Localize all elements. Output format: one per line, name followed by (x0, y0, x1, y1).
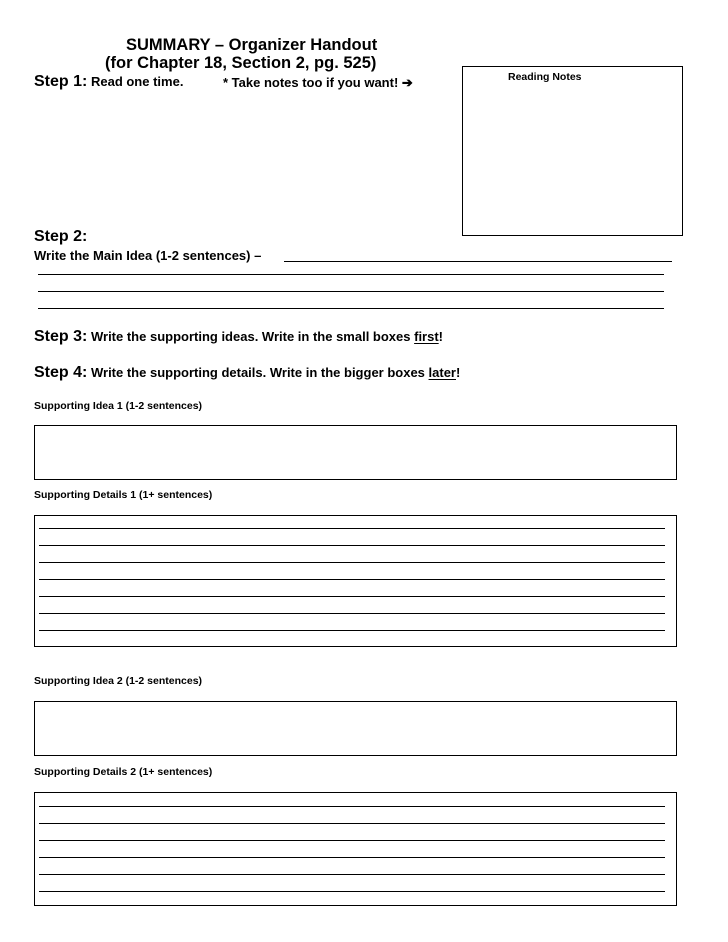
details-2-line[interactable] (39, 874, 665, 875)
step3-end: ! (438, 329, 444, 344)
page-title: SUMMARY – Organizer Handout (126, 36, 378, 54)
supporting-idea-1-box[interactable] (34, 425, 677, 480)
step1-instruction (34, 73, 183, 91)
step1-text: Read one time. (90, 74, 184, 89)
details-1-line[interactable] (39, 528, 665, 529)
step4-emph: later (428, 365, 456, 380)
details-2-line[interactable] (39, 891, 665, 892)
details-2-line[interactable] (39, 823, 665, 824)
details-1-line[interactable] (39, 545, 665, 546)
main-idea-line-1[interactable] (284, 261, 672, 262)
step4-instruction (34, 364, 460, 382)
supporting-idea-1-label: Supporting Idea 1 (1-2 sentences) (34, 400, 203, 412)
step2-prompt: Write the Main Idea (1-2 sentences) – (34, 248, 262, 263)
supporting-details-1-label: Supporting Details 1 (1+ sentences) (34, 489, 213, 501)
supporting-details-2-box[interactable] (34, 792, 677, 906)
supporting-details-1-box[interactable] (34, 515, 677, 647)
details-2-line[interactable] (39, 806, 665, 807)
step2-lead: Step 2: (34, 228, 88, 245)
step3-instruction (34, 328, 443, 346)
step4-lead: Step 4: (34, 364, 88, 381)
page-subtitle: (for Chapter 18, Section 2, pg. 525) (105, 54, 377, 72)
step1-note-text: * Take notes too if you want! (223, 75, 399, 90)
step1-lead: Step 1: (34, 73, 88, 90)
supporting-idea-2-box[interactable] (34, 701, 677, 756)
arrow-right-icon: ➔ (401, 75, 413, 90)
supporting-details-2-label: Supporting Details 2 (1+ sentences) (34, 766, 213, 778)
details-1-line[interactable] (39, 613, 665, 614)
step3-emph: first (414, 329, 439, 344)
main-idea-line-3[interactable] (38, 291, 664, 292)
details-2-line[interactable] (39, 857, 665, 858)
main-idea-line-4[interactable] (38, 308, 664, 309)
details-1-line[interactable] (39, 596, 665, 597)
details-1-line[interactable] (39, 579, 665, 580)
details-1-line[interactable] (39, 562, 665, 563)
reading-notes-box[interactable] (462, 66, 683, 236)
main-idea-line-2[interactable] (38, 274, 664, 275)
supporting-idea-2-label: Supporting Idea 2 (1-2 sentences) (34, 675, 203, 687)
step3-text: Write the supporting ideas. Write in the small boxes (90, 329, 415, 344)
step3-lead: Step 3: (34, 328, 88, 345)
step4-text: Write the supporting details. Write in the bigger boxes (90, 365, 429, 380)
step1-note (223, 75, 413, 91)
step2-lead-line (34, 228, 87, 246)
step4-end: ! (456, 365, 461, 380)
reading-notes-label: Reading Notes (508, 71, 582, 83)
details-2-line[interactable] (39, 840, 665, 841)
details-1-line[interactable] (39, 630, 665, 631)
